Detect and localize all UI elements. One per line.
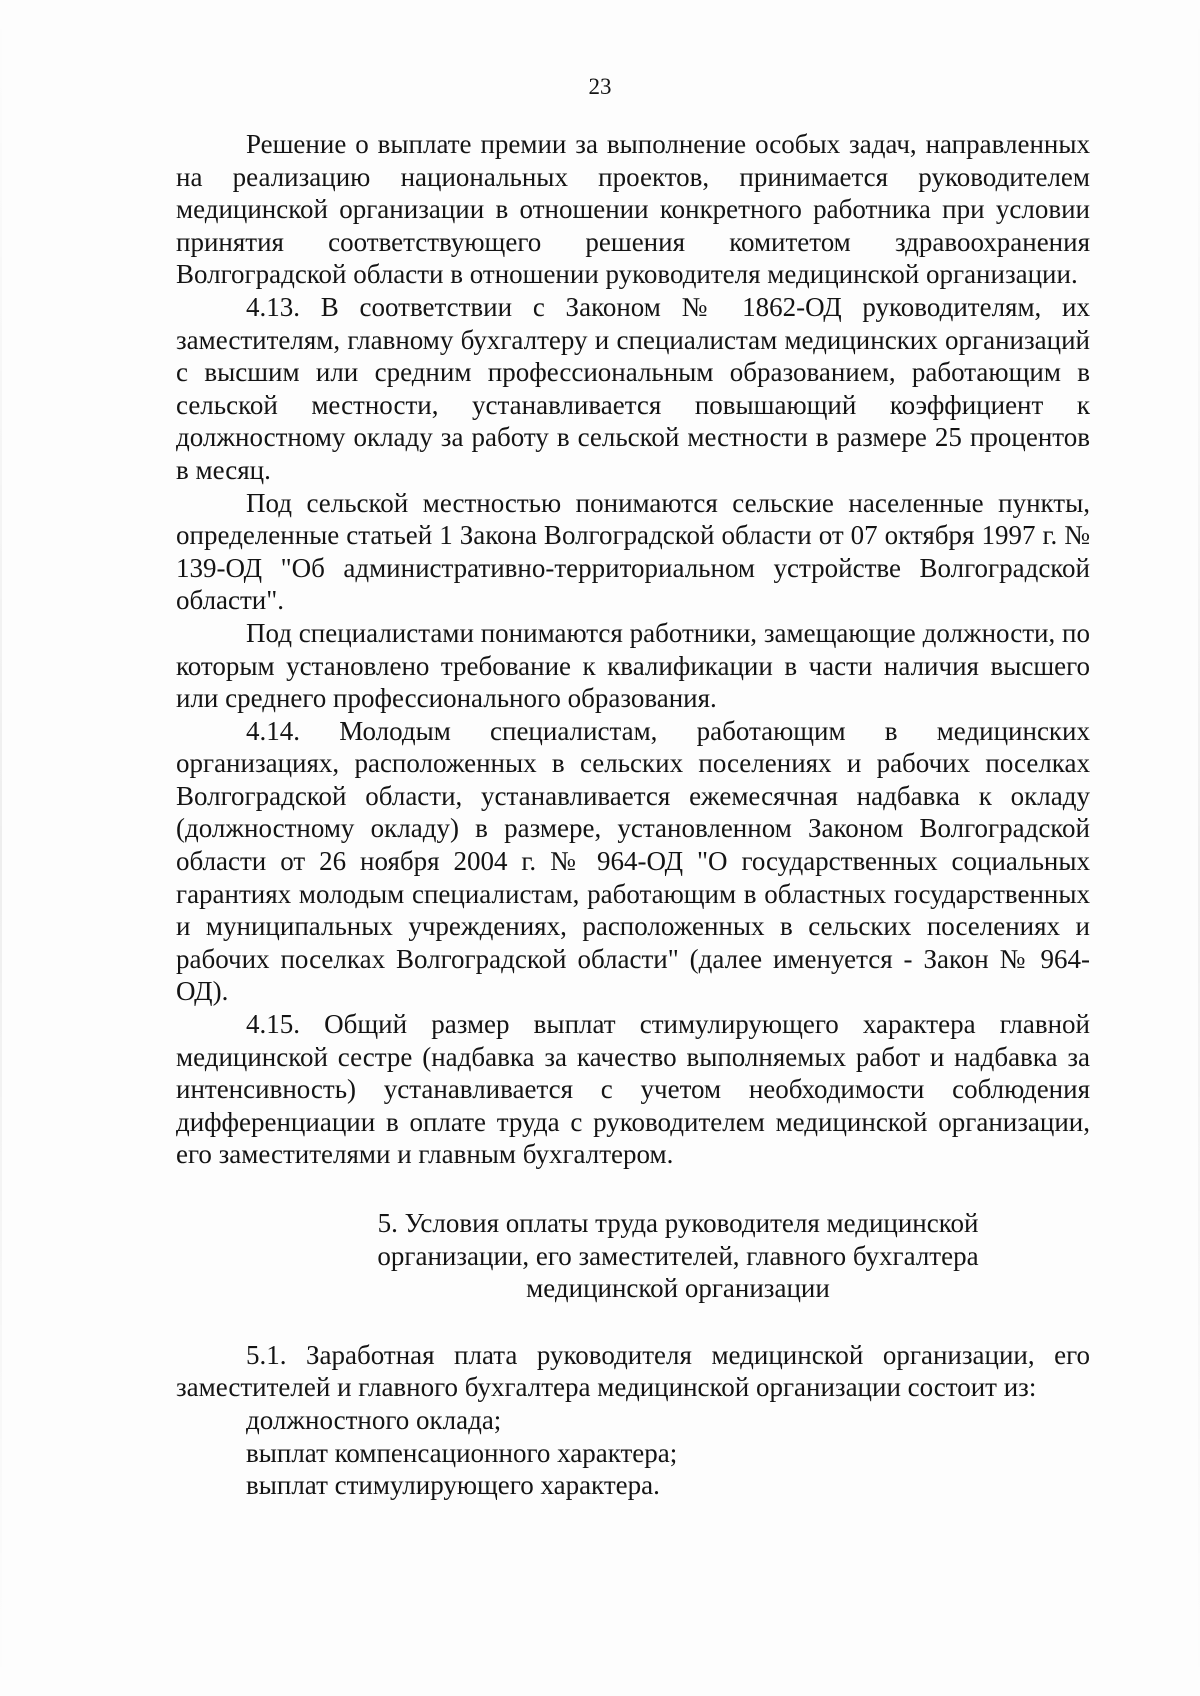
document-body: [176, 128, 1090, 1502]
scan-edge-left: [0, 0, 2, 1696]
paragraph-premium-decision: Решение о выплате премии за выполнение особых задач, направленных на реализацию национальных проектов, принимается руководителем медицинской организации в отношении конкретного работника при условии принятия соответствующего решения комитетом здравоохранения Волгоградской области в отношении руководителя медицинской организации.: [176, 129, 1090, 290]
list-item-salary: должностного оклада;: [246, 1404, 502, 1435]
section-heading-line-2: организации, его заместителей, главного бухгалтера: [377, 1240, 979, 1271]
list-item-compensation: выплат компенсационного характера;: [246, 1437, 678, 1468]
paragraph-4-13: 4.13. В соответствии с Законом № 1862-ОД руководителям, их заместителям, главному бухгалтеру и специалистам медицинских организаций с высшим или средним профессиональным образованием, работающим в сельской местности, устанавливается повышающий коэффициент к должностному окладу за работу в сельской местности в размере 25 процентов в месяц.: [176, 291, 1090, 485]
section-heading-line-3: медицинской организации: [526, 1273, 830, 1304]
paragraph-4-14: 4.14. Молодым специалистам, работающим в медицинских организациях, расположенных в сельских поселениях и рабочих поселках Волгоградской области, устанавливается ежемесячная надбавка к окладу (должностному окладу) в размере, установленном Законом Волгоградской области от 26 ноября 2004 г. № 964-ОД "О государственных социальных гарантиях молодым специалистам, работающим в областных государственных и муниципальных учреждениях, расположенных в сельских поселениях и рабочих поселках Волгоградской области" (далее именуется - Закон № 964-ОД).: [176, 715, 1090, 1007]
section-heading-line-1: 5. Условия оплаты труда руководителя медицинской: [377, 1208, 979, 1238]
page-number: 23: [588, 74, 612, 99]
list-item-incentive: выплат стимулирующего характера.: [246, 1470, 660, 1501]
paragraph-5-1: 5.1. Заработная плата руководителя медицинской организации, его заместителей и главного бухгалтера медицинской организации состоит из:: [176, 1339, 1090, 1403]
paragraph-4-15: 4.15. Общий размер выплат стимулирующего характера главной медицинской сестре (надбавка за качество выполняемых работ и надбавка за интенсивность) устанавливается с учетом необходимости соблюдения дифференциации в оплате труда с руководителем медицинской организации, его заместителями и главным бухгалтером.: [176, 1009, 1090, 1170]
paragraph-specialists-definition: Под специалистами понимаются работники, замещающие должности, по которым установлено требование к квалификации в части наличия высшего или среднего профессионального образования.: [176, 617, 1090, 714]
section-5-heading: [176, 1207, 1090, 1305]
paragraph-rural-definition: Под сельской местностью понимаются сельские населенные пункты, определенные статьей 1 Закона Волгоградской области от 07 октября 1997 г. № 139-ОД "Об административно-территориальном устройстве Волгоградской области".: [176, 487, 1090, 616]
